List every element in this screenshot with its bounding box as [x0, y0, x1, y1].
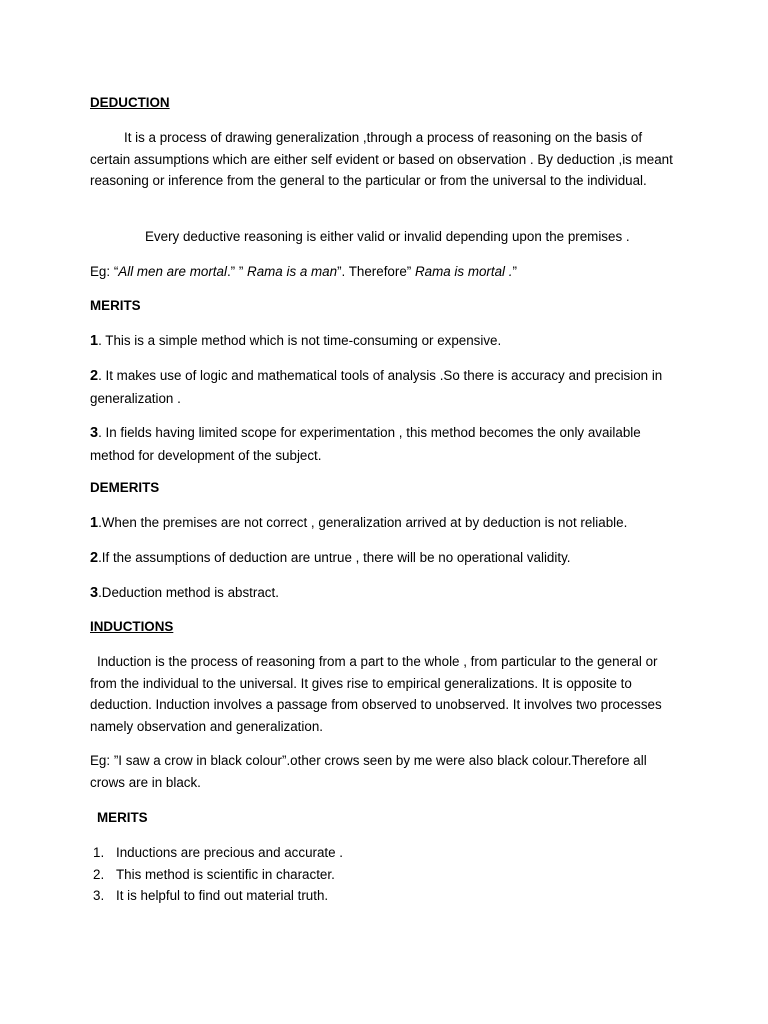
deduction-merit-item: 2. It makes use of logic and mathematical tools of analysis .So there is accuracy and precision in generalization .: [90, 368, 663, 406]
deduction-demerits-heading: DEMERITS: [90, 480, 160, 495]
deduction-heading: DEDUCTION: [90, 95, 170, 110]
deduction-demerit-item: 2.If the assumptions of deduction are untrue , there will be no operational validity.: [90, 550, 571, 566]
induction-merits-list: [90, 842, 680, 907]
deduction-demerit-item: 1.When the premises are not correct , generalization arrived at by deduction is not reliable.: [90, 515, 628, 531]
deduction-validity-paragraph: Every deductive reasoning is either valid or invalid depending upon the premises .: [145, 229, 630, 244]
deduction-merit-item: 1. This is a simple method which is not time-consuming or expensive.: [90, 333, 502, 349]
induction-merit-item: 2. This method is scientific in character.: [93, 866, 335, 882]
deduction-paragraph: It is a process of drawing generalization ,through a process of reasoning on the basis of certain assumptions which are either self evident or based on observation . By deduction ,is meant reasoning or inference from the general to the particular or from the universal to the individual.: [90, 130, 673, 189]
deduction-merit-item: 3. In fields having limited scope for experimentation , this method becomes the only available method for development of the subject.: [90, 425, 641, 463]
induction-merits-heading: MERITS: [97, 810, 148, 825]
induction-example: Eg: ”I saw a crow in black colour”.other crows seen by me were also black colour.Therefore all crows are in black.: [90, 753, 647, 790]
induction-merit-item: 3. It is helpful to find out material truth.: [93, 888, 329, 904]
induction-heading: INDUCTIONS: [90, 619, 174, 634]
deduction-demerit-item: 3.Deduction method is abstract.: [90, 585, 279, 601]
deduction-example: Eg: “All men are mortal.” ” Rama is a man”. Therefore” Rama is mortal .”: [90, 264, 517, 279]
induction-merit-item: 1. Inductions are precious and accurate .: [93, 845, 344, 860]
induction-paragraph: Induction is the process of reasoning from a part to the whole , from particular to the general or from the individual to the universal. It gives rise to empirical generalizations. It is opposite to deduction. Induction involves a passage from observed to unobserved. It involves two processes namely observation and generalization.: [90, 654, 662, 734]
deduction-merits-heading: MERITS: [90, 298, 141, 313]
